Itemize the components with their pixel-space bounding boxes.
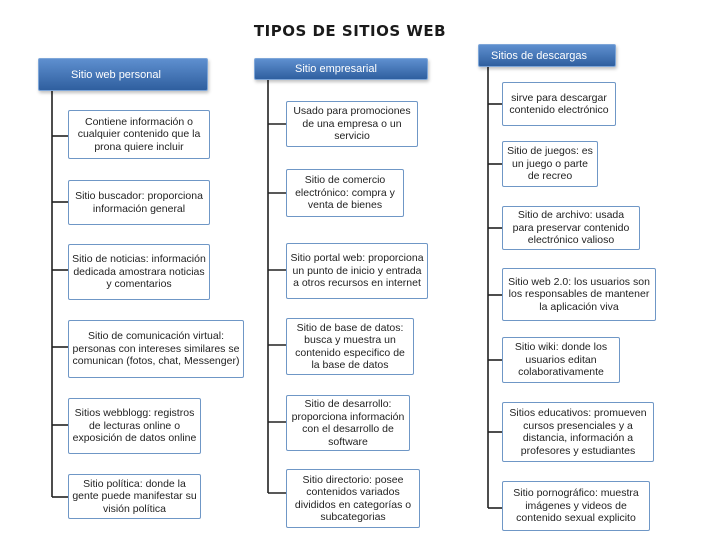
diagram-title: TIPOS DE SITIOS WEB <box>253 22 447 40</box>
list-item: Sitio de archivo: usada para preservar contenido electrónico valioso <box>502 206 640 250</box>
list-item: Sitio buscador: proporciona información general <box>68 180 210 225</box>
list-item: Sitio de base de datos: busca y muestra un contenido especifico de la base de datos <box>286 318 414 375</box>
list-item: Sitio wiki: donde los usuarios editan colaborativamente <box>502 337 620 383</box>
header-sitio-web-personal <box>38 58 208 91</box>
list-item: Contiene información o cualquier contenido que la prona quiere incluir <box>68 110 210 159</box>
list-item: Sitio de comercio electrónico: compra y venta de bienes <box>286 169 404 217</box>
list-item: Sitio de desarrollo: proporciona información con el desarrollo de software <box>286 395 410 451</box>
list-item: Sitio pornográfico: muestra imágenes y videos de contenido sexual explicito <box>502 481 650 531</box>
header-sitios-de-descargas <box>478 44 616 67</box>
list-item: Sitio portal web: proporciona un punto de inicio y entrada a otros recursos en internet <box>286 243 428 299</box>
list-item: Sitios webblogg: registros de lecturas online o exposición de datos online <box>68 398 201 454</box>
list-item: Sitio política: donde la gente puede manifestar su visión política <box>68 474 201 519</box>
list-item: Sitio de juegos: es un juego o parte de recreo <box>502 141 598 187</box>
list-item: Sitio directorio: posee contenidos variados divididos en categorías o subcategorias <box>286 469 420 528</box>
list-item: sirve para descargar contenido electrónico <box>502 82 616 126</box>
header-label: Sitio web personal <box>71 68 161 81</box>
list-item: Sitios educativos: promueven cursos presenciales y a distancia, información a profesores y estudiantes <box>502 402 654 462</box>
list-item: Sitio web 2.0: los usuarios son los responsables de mantener la aplicación viva <box>502 268 656 321</box>
list-item: Usado para promociones de una empresa o un servicio <box>286 101 418 147</box>
list-item: Sitio de comunicación virtual: personas con intereses similares se comunican (fotos, chat, Messenger) <box>68 320 244 378</box>
list-item: Sitio de noticias: información dedicada amostrara noticias y comentarios <box>68 244 210 300</box>
header-sitio-empresarial <box>254 58 428 80</box>
header-label: Sitio empresarial <box>295 63 377 75</box>
header-label: Sitios de descargas <box>491 49 587 62</box>
